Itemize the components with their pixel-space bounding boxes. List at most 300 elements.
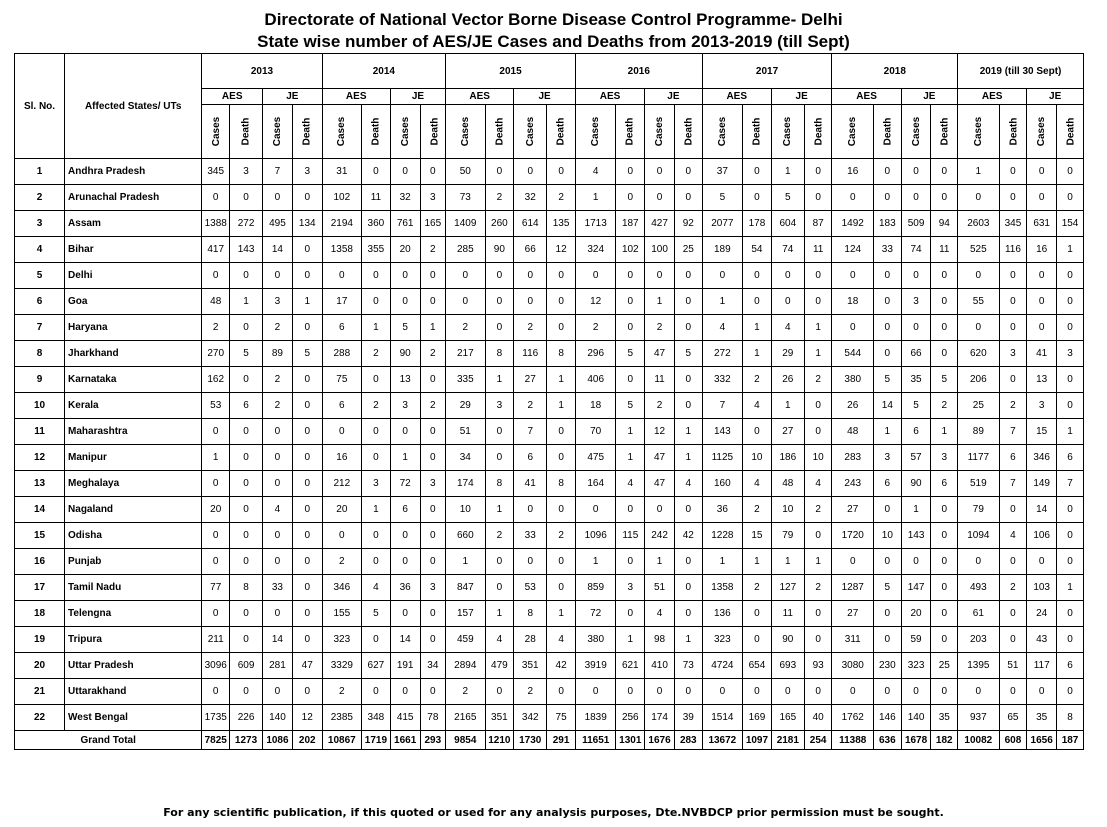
table-cell: 1 <box>702 549 742 575</box>
table-row <box>15 393 1084 419</box>
table-cell: 75 <box>322 367 361 393</box>
table-cell: 0 <box>832 549 874 575</box>
table-cell: 2 <box>202 315 230 341</box>
table-cell: 0 <box>322 263 361 289</box>
table-cell: 0 <box>674 575 702 601</box>
table-cell: 162 <box>202 367 230 393</box>
table-cell: 0 <box>804 627 832 653</box>
footer-note: For any scientific publication, if this quoted or used for any analysis purposes, Dte.NVBDCP prior permission must be sought. <box>163 806 944 819</box>
table-cell: 0 <box>230 445 263 471</box>
table-cell: 7 <box>1057 471 1084 497</box>
subcol-label: Cases <box>654 116 666 147</box>
row-sl: 11 <box>15 419 65 445</box>
table-cell: 1228 <box>702 523 742 549</box>
table-cell: 0 <box>362 367 391 393</box>
table-cell: 0 <box>804 393 832 419</box>
table-cell: 93 <box>804 653 832 679</box>
table-cell: 7 <box>999 419 1027 445</box>
row-sl: 17 <box>15 575 65 601</box>
table-cell: 28 <box>514 627 547 653</box>
table-cell: 0 <box>420 523 446 549</box>
table-cell: 0 <box>263 523 293 549</box>
table-cell: 117 <box>1027 653 1057 679</box>
table-cell: 39 <box>674 705 702 731</box>
table-cell: 7 <box>263 159 293 185</box>
table-cell: 2 <box>263 393 293 419</box>
table-cell: 34 <box>420 653 446 679</box>
table-cell: 0 <box>390 289 420 315</box>
table-row <box>15 653 1084 679</box>
subcol-header-death <box>362 105 391 159</box>
group-header-aes: AES <box>575 89 644 105</box>
table-cell: 0 <box>874 549 902 575</box>
subcol-header-cases <box>390 105 420 159</box>
table-cell: 72 <box>390 471 420 497</box>
table-cell: 169 <box>743 705 772 731</box>
table-cell: 0 <box>743 263 772 289</box>
row-state: Telengna <box>65 601 202 627</box>
table-cell: 1839 <box>575 705 615 731</box>
table-cell: 1 <box>616 445 645 471</box>
table-cell: 0 <box>999 627 1027 653</box>
table-cell: 0 <box>485 315 514 341</box>
table-cell: 2385 <box>322 705 361 731</box>
group-header-je: JE <box>514 89 576 105</box>
table-cell: 18 <box>832 289 874 315</box>
table-cell: 47 <box>645 471 675 497</box>
table-cell: 50 <box>446 159 485 185</box>
table-cell: 160 <box>702 471 742 497</box>
table-cell: 2 <box>999 575 1027 601</box>
table-cell: 0 <box>958 315 1000 341</box>
table-cell: 164 <box>575 471 615 497</box>
table-cell: 4 <box>804 471 832 497</box>
table-cell: 0 <box>901 679 931 705</box>
subcol-header-death <box>292 105 322 159</box>
table-cell: 2 <box>446 679 485 705</box>
table-cell: 1 <box>292 289 322 315</box>
subcol-header-cases <box>645 105 675 159</box>
table-cell: 0 <box>901 263 931 289</box>
table-cell: 206 <box>958 367 1000 393</box>
table-cell: 0 <box>263 419 293 445</box>
table-cell: 0 <box>674 601 702 627</box>
table-cell: 0 <box>390 679 420 705</box>
subcol-label: Death <box>555 117 567 146</box>
table-cell: 3 <box>485 393 514 419</box>
table-cell: 281 <box>263 653 293 679</box>
row-state: West Bengal <box>65 705 202 731</box>
table-cell: 18 <box>575 393 615 419</box>
table-cell: 0 <box>771 679 804 705</box>
table-cell: 0 <box>616 185 645 211</box>
table-cell: 4 <box>743 471 772 497</box>
table-cell: 230 <box>874 653 902 679</box>
table-cell: 16 <box>322 445 361 471</box>
table-cell: 0 <box>362 289 391 315</box>
table-cell: 5 <box>616 393 645 419</box>
table-cell: 146 <box>874 705 902 731</box>
table-cell: 26 <box>832 393 874 419</box>
table-cell: 1762 <box>832 705 874 731</box>
table-cell: 351 <box>514 653 547 679</box>
table-cell: 0 <box>616 497 645 523</box>
table-cell: 3 <box>420 575 446 601</box>
table-cell: 47 <box>292 653 322 679</box>
table-body <box>15 159 1084 750</box>
table-cell: 243 <box>832 471 874 497</box>
table-row <box>15 367 1084 393</box>
year-header: 2017 <box>702 54 832 89</box>
table-cell: 3 <box>931 445 958 471</box>
table-cell: 1388 <box>202 211 230 237</box>
table-cell: 3 <box>874 445 902 471</box>
table-cell: 2 <box>514 393 547 419</box>
table-cell: 14 <box>390 627 420 653</box>
table-cell: 3 <box>390 393 420 419</box>
group-header-je: JE <box>771 89 832 105</box>
table-cell: 0 <box>547 159 576 185</box>
table-cell: 0 <box>292 419 322 445</box>
table-cell: 11 <box>645 367 675 393</box>
table-cell: 78 <box>420 705 446 731</box>
row-state: Kerala <box>65 393 202 419</box>
subcol-label: Cases <box>211 116 223 147</box>
table-cell: 6 <box>901 419 931 445</box>
row-state: Meghalaya <box>65 471 202 497</box>
table-cell: 211 <box>202 627 230 653</box>
table-row <box>15 523 1084 549</box>
table-cell: 2 <box>362 341 391 367</box>
table-cell: 6 <box>999 445 1027 471</box>
table-cell: 0 <box>874 601 902 627</box>
table-cell: 6 <box>514 445 547 471</box>
table-cell: 0 <box>702 679 742 705</box>
table-cell: 1 <box>390 445 420 471</box>
table-cell: 345 <box>202 159 230 185</box>
table-cell: 51 <box>446 419 485 445</box>
table-cell: 1 <box>874 419 902 445</box>
subcol-header-death <box>931 105 958 159</box>
table-cell: 332 <box>702 367 742 393</box>
table-cell: 154 <box>1057 211 1084 237</box>
table-cell: 57 <box>901 445 931 471</box>
grand-total-cell: 636 <box>874 731 902 750</box>
table-cell: 0 <box>263 263 293 289</box>
table-cell: 0 <box>420 263 446 289</box>
table-cell: 124 <box>832 237 874 263</box>
grand-total-cell: 10082 <box>958 731 1000 750</box>
table-cell: 41 <box>1027 341 1057 367</box>
grand-total-cell: 187 <box>1057 731 1084 750</box>
table-cell: 32 <box>390 185 420 211</box>
subcol-label: Death <box>1065 117 1077 146</box>
table-cell: 0 <box>420 367 446 393</box>
table-cell: 0 <box>999 601 1027 627</box>
table-cell: 8 <box>514 601 547 627</box>
table-cell: 134 <box>292 211 322 237</box>
subcol-header-cases <box>514 105 547 159</box>
table-cell: 0 <box>874 289 902 315</box>
table-cell: 0 <box>575 263 615 289</box>
table-cell: 0 <box>575 679 615 705</box>
row-sl: 1 <box>15 159 65 185</box>
table-cell: 0 <box>202 185 230 211</box>
table-cell: 355 <box>362 237 391 263</box>
table-cell: 0 <box>874 315 902 341</box>
table-cell: 0 <box>292 237 322 263</box>
table-cell: 3 <box>292 159 322 185</box>
table-cell: 12 <box>575 289 615 315</box>
table-cell: 51 <box>999 653 1027 679</box>
table-cell: 20 <box>202 497 230 523</box>
grand-total-cell: 202 <box>292 731 322 750</box>
table-cell: 2 <box>362 393 391 419</box>
subcol-header-death <box>999 105 1027 159</box>
table-cell: 1 <box>547 601 576 627</box>
table-cell: 5 <box>931 367 958 393</box>
table-cell: 2 <box>804 367 832 393</box>
table-cell: 3919 <box>575 653 615 679</box>
table-cell: 2 <box>575 315 615 341</box>
row-sl: 7 <box>15 315 65 341</box>
table-cell: 2 <box>999 393 1027 419</box>
subcol-header-cases <box>1027 105 1057 159</box>
table-cell: 0 <box>804 263 832 289</box>
table-cell: 48 <box>771 471 804 497</box>
table-cell: 4 <box>674 471 702 497</box>
subcol-header-cases <box>771 105 804 159</box>
table-cell: 2894 <box>446 653 485 679</box>
table-cell: 174 <box>645 705 675 731</box>
row-sl: 3 <box>15 211 65 237</box>
table-cell: 3 <box>420 471 446 497</box>
table-cell: 0 <box>999 185 1027 211</box>
table-cell: 6 <box>931 471 958 497</box>
table-cell: 43 <box>1027 627 1057 653</box>
table-cell: 0 <box>420 627 446 653</box>
table-cell: 5 <box>702 185 742 211</box>
table-cell: 0 <box>390 159 420 185</box>
subcol-label: Cases <box>590 116 602 147</box>
table-cell: 35 <box>931 705 958 731</box>
table-cell: 0 <box>804 679 832 705</box>
table-cell: 0 <box>931 679 958 705</box>
table-cell: 47 <box>645 341 675 367</box>
table-cell: 256 <box>616 705 645 731</box>
table-cell: 1 <box>1057 237 1084 263</box>
table-cell: 0 <box>514 289 547 315</box>
table-cell: 2 <box>322 679 361 705</box>
table-cell: 217 <box>446 341 485 367</box>
row-state: Bihar <box>65 237 202 263</box>
table-cell: 4 <box>743 393 772 419</box>
table-cell: 380 <box>575 627 615 653</box>
table-cell: 0 <box>547 289 576 315</box>
year-header: 2019 (till 30 Sept) <box>958 54 1084 89</box>
table-cell: 73 <box>446 185 485 211</box>
subcol-label: Death <box>240 117 252 146</box>
table-cell: 0 <box>292 315 322 341</box>
table-cell: 0 <box>514 549 547 575</box>
table-cell: 1 <box>645 289 675 315</box>
col-header-sl: Sl. No. <box>15 54 65 159</box>
table-cell: 5 <box>292 341 322 367</box>
table-cell: 4724 <box>702 653 742 679</box>
table-cell: 0 <box>645 159 675 185</box>
table-cell: 620 <box>958 341 1000 367</box>
year-header: 2015 <box>446 54 576 89</box>
grand-total-cell: 1661 <box>390 731 420 750</box>
table-cell: 212 <box>322 471 361 497</box>
grand-total-row <box>15 731 1084 750</box>
subcol-label: Death <box>301 117 313 146</box>
table-cell: 5 <box>390 315 420 341</box>
table-cell: 0 <box>547 263 576 289</box>
table-cell: 323 <box>901 653 931 679</box>
table-cell: 0 <box>674 159 702 185</box>
table-cell: 0 <box>292 679 322 705</box>
table-cell: 0 <box>743 601 772 627</box>
subcol-header-death <box>616 105 645 159</box>
table-cell: 0 <box>322 523 361 549</box>
table-cell: 3 <box>263 289 293 315</box>
table-cell: 16 <box>1027 237 1057 263</box>
subcol-header-cases <box>702 105 742 159</box>
table-cell: 0 <box>263 549 293 575</box>
table-cell: 406 <box>575 367 615 393</box>
table-cell: 0 <box>674 393 702 419</box>
table-cell: 189 <box>702 237 742 263</box>
table-cell: 351 <box>485 705 514 731</box>
table-cell: 324 <box>575 237 615 263</box>
table-cell: 15 <box>743 523 772 549</box>
table-cell: 8 <box>547 471 576 497</box>
table-cell: 26 <box>771 367 804 393</box>
table-cell: 1 <box>804 315 832 341</box>
subcol-label: Death <box>683 117 695 146</box>
table-cell: 6 <box>1057 653 1084 679</box>
grand-total-label: Grand Total <box>15 731 202 750</box>
table-cell: 260 <box>485 211 514 237</box>
table-cell: 0 <box>485 445 514 471</box>
table-cell: 0 <box>1057 497 1084 523</box>
table-cell: 1 <box>616 419 645 445</box>
table-cell: 0 <box>292 471 322 497</box>
table-cell: 59 <box>901 627 931 653</box>
table-cell: 0 <box>874 679 902 705</box>
table-cell: 654 <box>743 653 772 679</box>
table-cell: 0 <box>999 315 1027 341</box>
table-cell: 479 <box>485 653 514 679</box>
table-cell: 417 <box>202 237 230 263</box>
table-cell: 48 <box>202 289 230 315</box>
table-cell: 0 <box>362 419 391 445</box>
table-cell: 42 <box>547 653 576 679</box>
table-cell: 0 <box>446 289 485 315</box>
table-cell: 174 <box>446 471 485 497</box>
table-cell: 0 <box>485 289 514 315</box>
subcol-label: Cases <box>459 116 471 147</box>
table-cell: 1 <box>702 289 742 315</box>
table-cell: 7 <box>999 471 1027 497</box>
table-cell: 178 <box>743 211 772 237</box>
table-row <box>15 185 1084 211</box>
table-cell: 0 <box>931 575 958 601</box>
grand-total-cell: 1086 <box>263 731 293 750</box>
table-cell: 2 <box>420 341 446 367</box>
table-cell: 627 <box>362 653 391 679</box>
grand-total-cell: 9854 <box>446 731 485 750</box>
row-state: Maharashtra <box>65 419 202 445</box>
table-cell: 614 <box>514 211 547 237</box>
table-cell: 2 <box>514 315 547 341</box>
grand-total-cell: 10867 <box>322 731 361 750</box>
table-cell: 0 <box>230 601 263 627</box>
table-cell: 0 <box>263 471 293 497</box>
row-state: Karnataka <box>65 367 202 393</box>
page-subtitle: State wise number of AES/JE Cases and Deaths from 2013-2019 (till Sept) <box>257 32 850 51</box>
table-cell: 1720 <box>832 523 874 549</box>
table-cell: 2603 <box>958 211 1000 237</box>
group-header-aes: AES <box>322 89 390 105</box>
row-sl: 5 <box>15 263 65 289</box>
row-sl: 22 <box>15 705 65 731</box>
table-row <box>15 471 1084 497</box>
table-cell: 1 <box>547 367 576 393</box>
table-cell: 0 <box>420 679 446 705</box>
table-cell: 0 <box>230 315 263 341</box>
table-cell: 0 <box>390 601 420 627</box>
table-cell: 0 <box>547 315 576 341</box>
table-cell: 0 <box>263 445 293 471</box>
table-cell: 0 <box>743 185 772 211</box>
table-cell: 55 <box>958 289 1000 315</box>
subcol-label: Death <box>813 117 825 146</box>
table-cell: 3 <box>1057 341 1084 367</box>
table-cell: 2077 <box>702 211 742 237</box>
table-cell: 2 <box>420 237 446 263</box>
table-cell: 0 <box>645 185 675 211</box>
table-cell: 0 <box>999 263 1027 289</box>
table-cell: 10 <box>874 523 902 549</box>
table-row <box>15 575 1084 601</box>
table-cell: 90 <box>485 237 514 263</box>
aes-je-table <box>14 53 1084 750</box>
row-sl: 8 <box>15 341 65 367</box>
table-cell: 27 <box>771 419 804 445</box>
table-cell: 0 <box>390 263 420 289</box>
group-header-je: JE <box>645 89 702 105</box>
table-cell: 0 <box>804 159 832 185</box>
table-cell: 2 <box>485 523 514 549</box>
table-cell: 53 <box>202 393 230 419</box>
table-cell: 0 <box>874 185 902 211</box>
table-cell: 1 <box>485 601 514 627</box>
table-row <box>15 445 1084 471</box>
table-cell: 14 <box>263 627 293 653</box>
table-cell: 35 <box>1027 705 1057 731</box>
table-cell: 8 <box>1057 705 1084 731</box>
grand-total-cell: 7825 <box>202 731 230 750</box>
table-cell: 410 <box>645 653 675 679</box>
table-cell: 42 <box>674 523 702 549</box>
table-cell: 79 <box>958 497 1000 523</box>
table-cell: 89 <box>263 341 293 367</box>
table-cell: 0 <box>292 445 322 471</box>
table-cell: 2 <box>446 315 485 341</box>
table-cell: 0 <box>901 315 931 341</box>
